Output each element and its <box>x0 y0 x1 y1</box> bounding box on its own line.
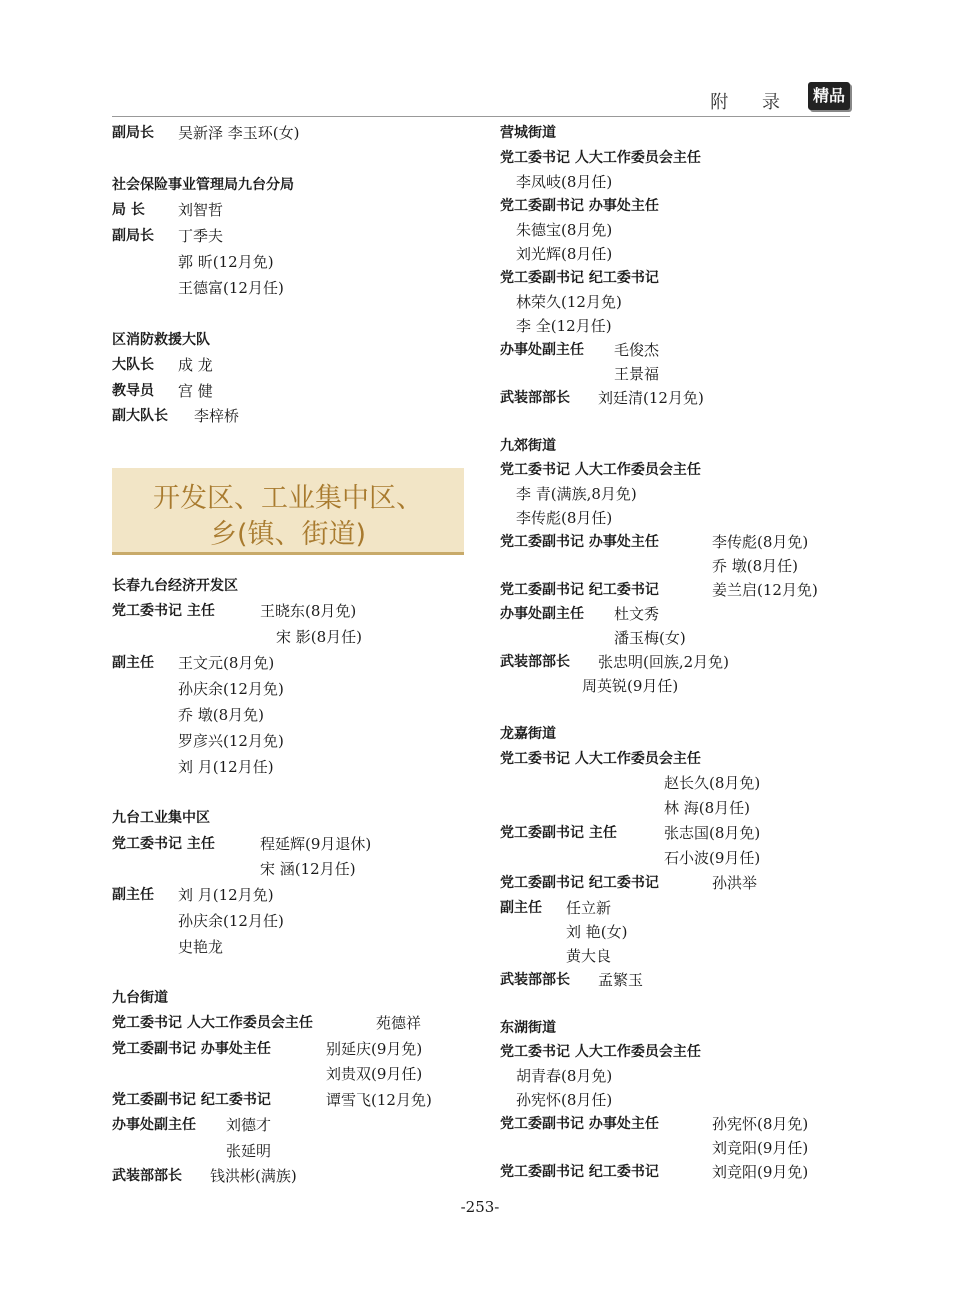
text-line: 郭 昕(12月免) <box>178 253 274 271</box>
text-line: 刘廷清(12月免) <box>598 389 704 407</box>
text-line: 刘光辉(8月任) <box>516 245 613 263</box>
text-line: 丁季夫 <box>178 227 224 245</box>
text-line: 张忠明(回族,2月免) <box>598 653 730 671</box>
heading-label: 九台工业集中区 <box>112 810 210 826</box>
text-line: 刘智哲 <box>178 201 224 219</box>
text-line: 谭雪飞(12月免) <box>326 1091 432 1109</box>
heading-label: 党工委副书记 主任 <box>500 825 617 841</box>
text-line: 宫 健 <box>178 382 213 400</box>
heading-label: 武装部部长 <box>500 390 570 406</box>
text-line: 王文元(8月免) <box>178 654 275 672</box>
heading-label: 东湖街道 <box>500 1020 556 1036</box>
text-line: 乔 墩(8月任) <box>712 557 799 575</box>
heading-label: 党工委副书记 办事处主任 <box>112 1041 271 1057</box>
text-line: 毛俊杰 <box>614 341 660 359</box>
page-number: -253- <box>460 1198 500 1216</box>
heading-label: 长春九台经济开发区 <box>112 578 238 594</box>
heading-label: 办事处副主任 <box>500 342 584 358</box>
text-line: 李凤岐(8月任) <box>516 173 613 191</box>
heading-label: 龙嘉街道 <box>500 726 556 742</box>
jingpin-logo: 精品 <box>808 82 850 110</box>
text-line: 刘 月(12月免) <box>178 886 274 904</box>
heading-label: 党工委副书记 纪工委书记 <box>500 270 659 286</box>
text-line: 李传彪(8月任) <box>516 509 613 527</box>
text-line: 潘玉梅(女) <box>614 629 686 647</box>
text-line: 刘 月(12月任) <box>178 758 274 776</box>
text-line: 宋 影(8月任) <box>276 628 363 646</box>
text-line: 孙宪怀(8月免) <box>712 1115 809 1133</box>
banner-line-2: 乡(镇、街道) <box>209 519 367 550</box>
text-line: 李传彪(8月免) <box>712 533 809 551</box>
text-line: 吴新泽 李玉环(女) <box>178 124 300 142</box>
text-line: 程延辉(9月退休) <box>260 835 372 853</box>
text-line: 罗彦兴(12月免) <box>178 732 284 750</box>
text-line: 史艳龙 <box>178 938 224 956</box>
text-line: 周英锐(9月任) <box>582 677 679 695</box>
heading-label: 局 长 <box>112 202 145 218</box>
text-line: 任立新 <box>566 899 612 917</box>
text-line: 王景福 <box>614 365 660 383</box>
text-line: 孟繁玉 <box>598 971 644 989</box>
heading-label: 党工委副书记 办事处主任 <box>500 1116 659 1132</box>
heading-label: 党工委副书记 纪工委书记 <box>112 1092 271 1108</box>
heading-label: 副主任 <box>500 900 542 916</box>
heading-label: 党工委副书记 办事处主任 <box>500 534 659 550</box>
heading-label: 武装部部长 <box>500 972 570 988</box>
heading-label: 党工委副书记 纪工委书记 <box>500 582 659 598</box>
heading-label: 党工委书记 主任 <box>112 603 215 619</box>
text-line: 刘竞阳(9月任) <box>712 1139 809 1157</box>
text-line: 成 龙 <box>178 356 213 374</box>
text-line: 刘贵双(9月任) <box>326 1065 423 1083</box>
text-line: 林 海(8月任) <box>664 799 751 817</box>
heading-label: 大队长 <box>112 357 154 373</box>
text-line: 李 青(满族,8月免) <box>516 485 637 503</box>
section-banner <box>112 468 464 555</box>
text-line: 张志国(8月免) <box>664 824 761 842</box>
heading-label: 党工委书记 人大工作委员会主任 <box>500 462 701 478</box>
text-line: 杜文秀 <box>614 605 660 623</box>
heading-label: 武装部部长 <box>112 1168 182 1184</box>
heading-label: 党工委副书记 纪工委书记 <box>500 875 659 891</box>
heading-label: 党工委副书记 纪工委书记 <box>500 1164 659 1180</box>
text-line: 刘竞阳(9月免) <box>712 1163 809 1181</box>
heading-label: 社会保险事业管理局九台分局 <box>112 177 294 193</box>
text-line: 孙宪怀(8月任) <box>516 1091 613 1109</box>
text-line: 王晓东(8月免) <box>260 602 357 620</box>
text-line: 王德富(12月任) <box>178 279 284 297</box>
text-line: 苑德祥 <box>376 1014 422 1032</box>
text-line: 孙庆余(12月任) <box>178 912 284 930</box>
heading-label: 党工委副书记 办事处主任 <box>500 198 659 214</box>
banner-line-1: 开发区、工业集中区、 <box>153 483 423 514</box>
heading-label: 副大队长 <box>112 408 168 424</box>
heading-label: 办事处副主任 <box>500 606 584 622</box>
heading-label: 党工委书记 人大工作委员会主任 <box>112 1015 313 1031</box>
heading-label: 九郊街道 <box>500 438 556 454</box>
heading-label: 九台街道 <box>112 990 168 1006</box>
heading-label: 党工委书记 人大工作委员会主任 <box>500 751 701 767</box>
text-line: 孙洪举 <box>712 874 758 892</box>
text-line: 黄大良 <box>566 947 612 965</box>
text-line: 宋 涵(12月任) <box>260 860 356 878</box>
heading-label: 教导员 <box>112 383 154 399</box>
text-line: 乔 墩(8月免) <box>178 706 265 724</box>
heading-label: 武装部部长 <box>500 654 570 670</box>
text-line: 林荣久(12月免) <box>516 293 622 311</box>
heading-label: 区消防救援大队 <box>112 332 210 348</box>
text-line: 姜兰启(12月免) <box>712 581 818 599</box>
heading-label: 副主任 <box>112 887 154 903</box>
heading-label: 营城街道 <box>500 125 556 141</box>
text-line: 石小波(9月任) <box>664 849 761 867</box>
heading-label: 党工委书记 人大工作委员会主任 <box>500 150 701 166</box>
text-line: 孙庆余(12月免) <box>178 680 284 698</box>
section-title: 附 录 <box>710 92 794 113</box>
text-line: 李梓桥 <box>194 407 240 425</box>
heading-label: 办事处副主任 <box>112 1117 196 1133</box>
heading-label: 副局长 <box>112 125 154 141</box>
heading-label: 副主任 <box>112 655 154 671</box>
page-header <box>112 82 850 117</box>
text-line: 别延庆(9月免) <box>326 1040 423 1058</box>
text-line: 胡青春(8月免) <box>516 1067 613 1085</box>
text-line: 钱洪彬(满族) <box>210 1167 297 1185</box>
text-line: 李 全(12月任) <box>516 317 612 335</box>
text-line: 赵长久(8月免) <box>664 774 761 792</box>
text-line: 刘德才 <box>226 1116 272 1134</box>
text-line: 张延明 <box>226 1142 272 1160</box>
heading-label: 党工委书记 人大工作委员会主任 <box>500 1044 701 1060</box>
heading-label: 副局长 <box>112 228 154 244</box>
text-line: 朱德宝(8月免) <box>516 221 613 239</box>
heading-label: 党工委书记 主任 <box>112 836 215 852</box>
text-line: 刘 艳(女) <box>566 923 628 941</box>
